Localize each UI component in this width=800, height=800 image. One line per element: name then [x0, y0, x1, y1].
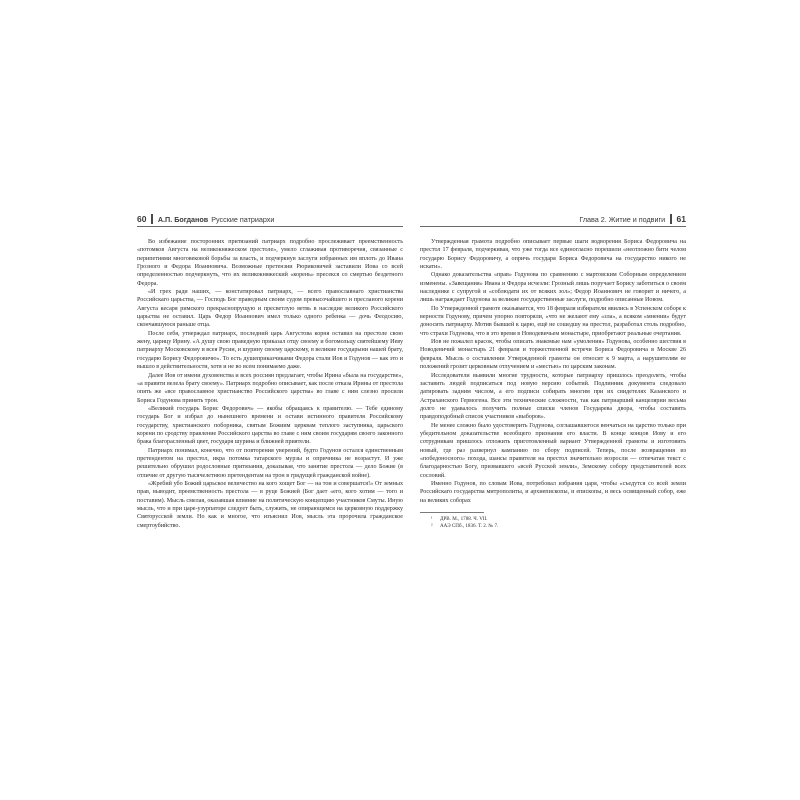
book-title: Русские патриархи [211, 214, 275, 224]
paragraph: Утвержденная грамота подробно описывает первые шаги водворения Бориса Федоровича на престол 17 февраля, подчеркивая, что уже тогда все единогласно порешили «неотложно бити челом государю Борису Федоровичу, а опричь государя Бориса Федоровича на государство никого не искати». [420, 239, 686, 271]
author-name: А.П. Богданов [157, 214, 209, 224]
paragraph: Патриарх понимал, конечно, что от повторения уверений, будто Годунов остался единственным претендентом на престол, икра потомка татарского мурзы и опричника не возрастут. И уже решительно обрушил родословные притязания, доказывая, что занятие престола — дело Божие (в отличие от другую тысячелетнюю претендентам на трон в грядущей гражданской войне). [137, 447, 403, 479]
footnote-mark: ² [431, 523, 433, 530]
footnotes [420, 512, 686, 530]
running-head-separator [151, 214, 152, 224]
footnote-text: ААЭ СПб., 1836. Т. 2. № 7. [440, 523, 499, 530]
paragraph: Иов не пожалел красок, чтобы описать знакомые нам «умоления» Годунова, особенно шествия в Новодевичий монастырь 21 февраля и торжественной встречи Бориса Федоровича в Москве 26 февраля. Мысль о составлении Утвержденной грамоты он относит к 9 марта, а нарушителям ее положений грозит церковным отлучением и «местью» по царским законам. [420, 339, 686, 371]
paragraph: Именно Годунов, по словам Иова, потребовал избрания царя, чтобы «съедутся со всей земли Российскаго государства митрополиты, и архиепископы, и епископы, и весь освященный собор, еже на великих соборах [420, 480, 686, 504]
footnote-mark: ¹ [431, 516, 433, 522]
paragraph: «Великий государь Борис Федорович» — якобы обращаясь к правителю. — Тебе единому государь Бог и избрал до нынешнего времени и остави истинного правителя Российскому государству, христианского поборника, святым Божиим церквам теплого заступника, царьского корени по сродству правление Российского царства во главе с ним своим государям своего законного брака благорасленный цвет, государя шурина и ближней приятели. [137, 405, 403, 446]
right-page-body [420, 238, 686, 505]
right-page [420, 212, 686, 530]
left-running-head [137, 212, 403, 227]
paragraph: Во избежание посторонних притязаний патриарх подробно прослеживает преемственность «потомков Августа на великокняжеском престоле», умело сглаживая противоречия, связанные с перипетиями многовековой борьбы за власть, и подчеркнув заслуги избранных им вплоть до Ивана Грозного и Федора Иоанновича. Возможные претензии Рюриковичей заставили Иова со всей определенностью подчеркнуть, что их великокняжеский «корень» пресекся со смертью бездетного Федора. [137, 239, 403, 287]
left-page [137, 212, 403, 530]
footnote [420, 523, 686, 530]
footnote-text: ДРВ. М., 1788. Ч. VII. [440, 516, 488, 522]
page-number: 61 [676, 214, 686, 224]
page-number: 60 [137, 214, 147, 224]
paragraph: Однако доказательства «прав» Годунова по сравнению с мартовским Соборным определением изменены. «Завещания» Ивана и Федора исчезли: Грозный лишь поручает Борису заботиться о своем наследнике с супругой и «соблюдати их от всяких зол»; Федор Иоаннович не говорит и ничего, а лишь награждает Годунова за великие государственные заслуги, подробно описанные Иовом. [420, 272, 686, 304]
paragraph: Не менее сложно было удостоверить Годунова, соглашавшегося венчаться на царство только при убедительном доказательстве всеобщего признания его власти. В конце концов Иову и его сотрудникам пришлось отложить приготовленный вариант Утвержденной грамоты и изготовить новый, где раз развернул кампанию по сбору подписей. Теперь, после возвращения из «победоносного» похода, шансы правителя на престол значительно возросли — отпечатан текст с благодарностью Богу, призвавшего «всей Русской земли», Земскому собору представителей всех сословий. [420, 422, 686, 479]
paragraph: Далее Иов от имени духовенства и всех россиян предлагает, чтобы Ирина «была на государстве», «а правити велела брату своему». Патриарх подробно описывает, как после отказа Ирины от престола опять же «все православное христианство Российского царства» во главе с ним слезно просили Бориса Годунова принять трон. [137, 372, 403, 404]
paragraph: «Жребий убо Божий царьское величество на кого хощет Бог — на тои и совершатся!» От земных прав, выводит, преемственность престола — в руце Божией (Бог дает «его, кого хотим — того и поставим). Мысль смелая, оказавшая влияние на политическую концепцию участников Смуты. Иную мысль, что и при царе-узурпаторе следует быть, служить, не опирающемся на церковную поддержку Святорусской земли. Но как и многое, что изъяснил Иов, мысль эта пророчила гражданское смертоубийство. [137, 480, 403, 529]
paragraph: После себя, утверждал патриарх, последний царь Августова корня оставил на престоле свою жену, царицу Ирину. «А душу свою праведную приказал отцу своему и богомольцу святейшему Иеву патриарху Московскому и всея Русии, и шурину своему царскому, в великие государыни нашей брату, государю Борису Федоровичю». То есть душеприказчиками Федора стали Иов и Годунов — как это и вышло в действительности, хотя и не во всем понимаемо даже. [137, 330, 403, 371]
left-page-body [137, 238, 403, 530]
right-running-head [420, 212, 686, 227]
paragraph: Исследователи выявили многие трудности, которые патриарху пришлось преодолеть, чтобы заставить людей подписаться под новую версию событий. Подлинник документа следовало датировать задним числом, а его подписи собирать многим при их свидетелях Казанского и Астраханского Гермогена. Все эти технические сложности, так как патриарший канцелярии весьма долго не удавалось получить полные списки членов Государева двора, чтобы составить правдоподобный список участников «выборов». [420, 372, 686, 421]
paragraph: «И грех ради наших, — констатировал патриарх, — всего православнаго христианства Российскаго царьства, — Господь Бог праведным своим судом превысочайшего и пресланого корени Августа кесаря римского прекраснопрущую и пресветлую ветвь в наследие великого Российского царьства не оставил. Царь Федор Иоаннович имел только одного ребенка — дочь Феодосию, скончавшуюся раньше отца. [137, 289, 403, 329]
running-head-separator [670, 214, 671, 224]
paragraph: По Утвержденной грамоте оказывается, что 18 февраля избиратели явились в Успенском соборе к верности Годунову, причем упорно повторяли, «что не желают ему «зла», а всяком «мнении» будут доносить патриарху. Мотив бывшей к царю, ещё не сошедшу на престол, разработал столь подробно, что страхи Годунова, что в это время в Новодевичьем монастыре, приобретают реальные очертания. [420, 305, 686, 337]
chapter-title: Глава 2. Житие и подвиги [579, 214, 666, 224]
